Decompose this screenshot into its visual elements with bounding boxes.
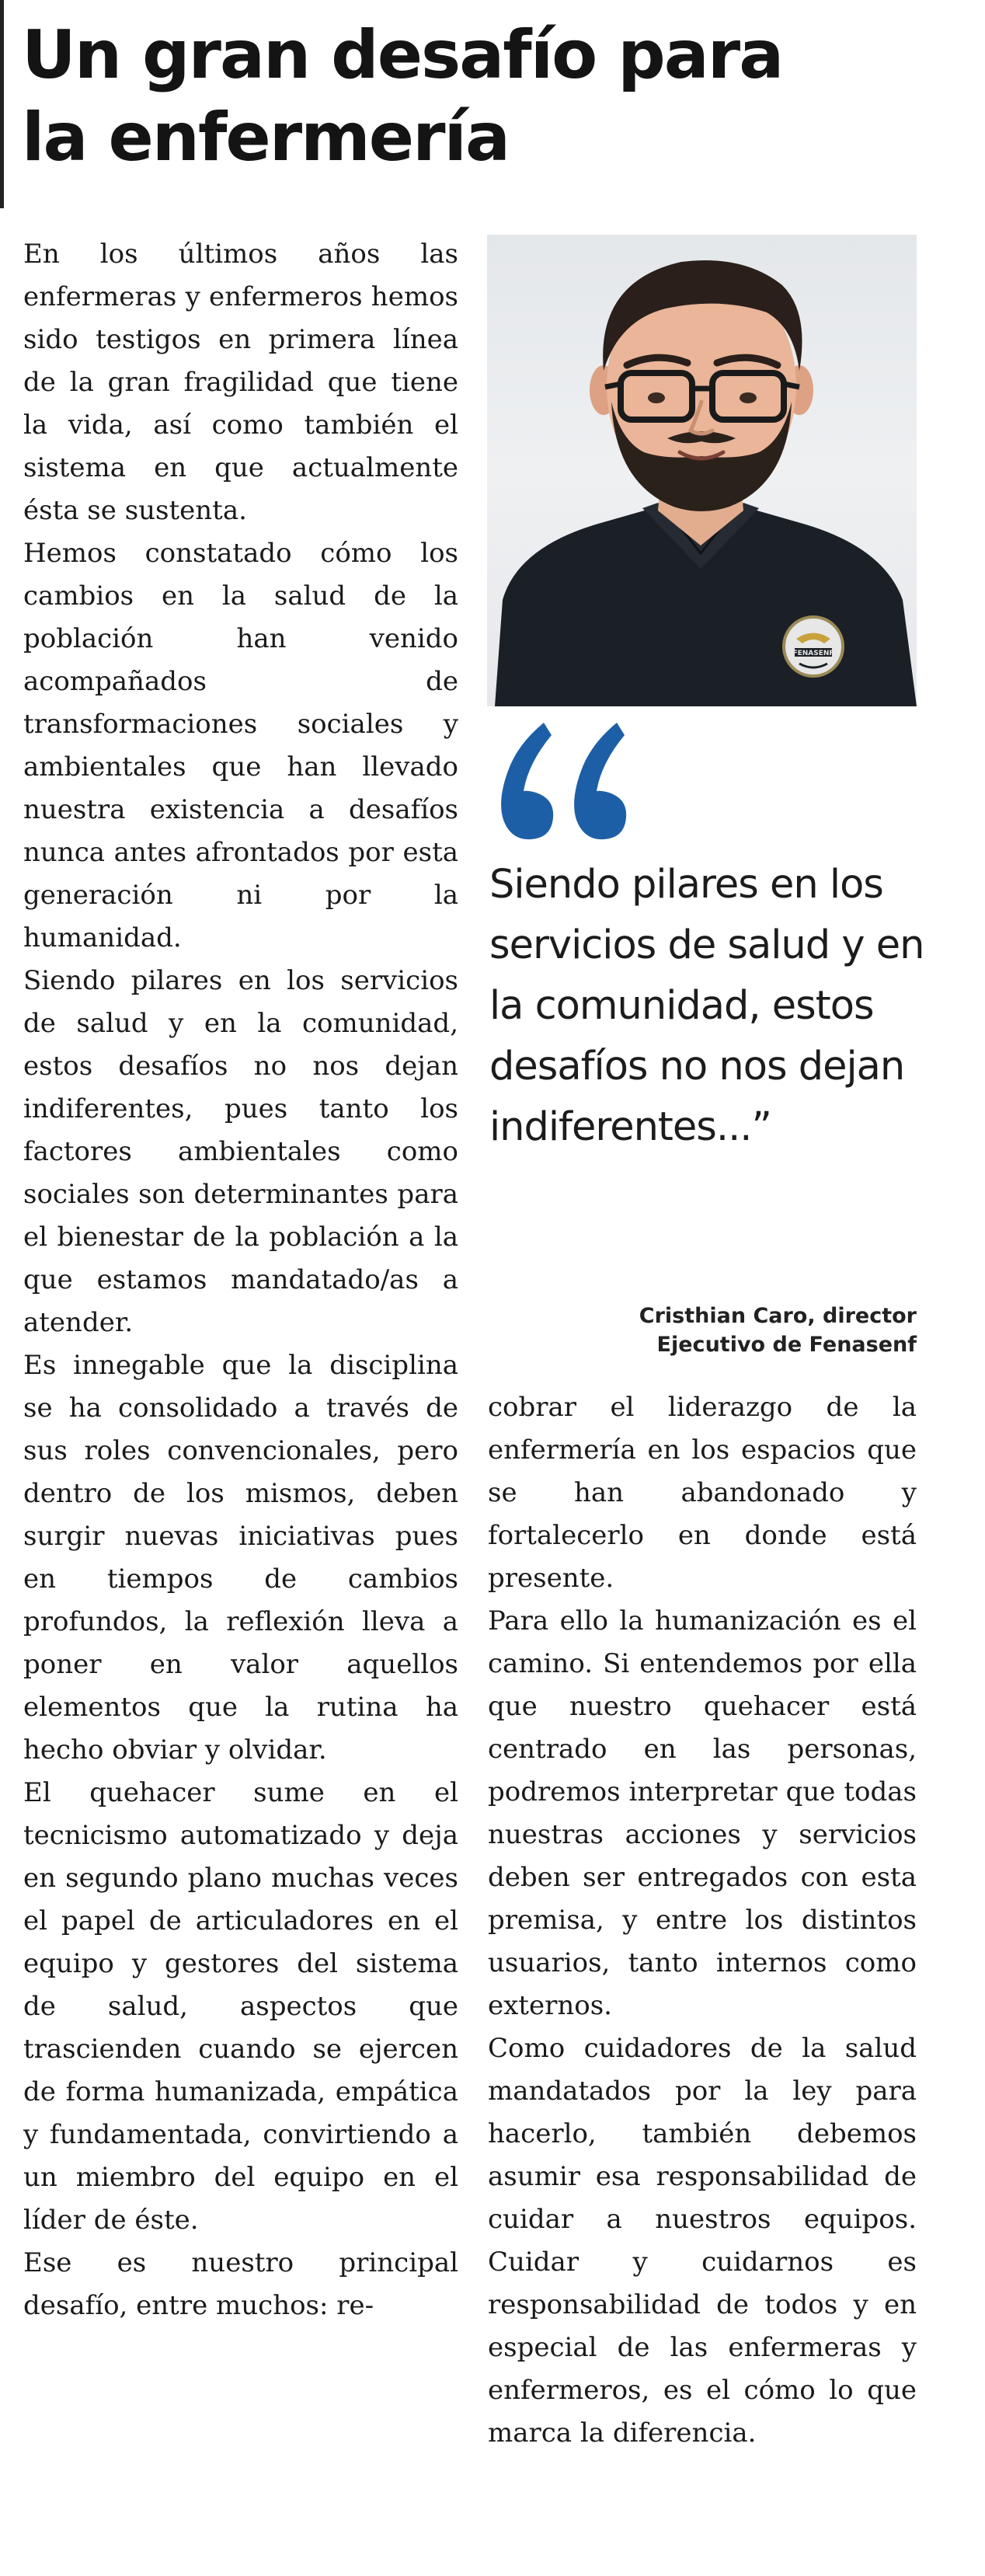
quote-attribution (497, 1302, 917, 1359)
paragraph: El quehacer sume en el tecnicismo automatizado y deja en segundo plano muchas veces el papel de articuladores en el equipo y gestores del sistema de salud, aspectos que trascienden cuando se ejercen de forma humanizada, empática y fundamentada, convirtiendo a un miembro del equipo en el líder de éste. (23, 1777, 458, 2236)
pull-quote: Siendo pilares en los servicios de salud y en la comunidad, estos desafíos no nos dejan indiferentes...” (489, 862, 924, 1150)
attribution-role: Ejecutivo de Fenasenf (656, 1333, 917, 1357)
fenasenf-logo-icon (784, 617, 843, 676)
author-photo (487, 235, 917, 706)
portrait-illustration (487, 235, 917, 706)
paragraph: cobrar el liderazgo de la enfermería en los espacios que se han abandonado y fortalecerlo en donde está presente. (488, 1392, 917, 1594)
headline (22, 14, 969, 179)
paragraph: En los últimos años las enfermeras y enfermeros hemos sido testigos en primera línea de la gran fragilidad que tiene la vida, así como también el sistema en que actualmente ésta se sustenta. (23, 239, 458, 526)
article-right-column (488, 1386, 917, 2455)
open-quote-icon (488, 715, 643, 847)
headline-line-1: Un gran desafío para (22, 16, 783, 94)
headline-line-2: la enfermería (22, 99, 510, 176)
column-rule (0, 0, 4, 208)
attribution-name: Cristhian Caro, director (639, 1304, 917, 1328)
paragraph: Para ello la humanización es el camino. Si entendemos por ella que nuestro quehacer está centrado en las personas, podremos interpretar que todas nuestras acciones y servicios deben ser entregados con esta premisa, y entre los distintos usuarios, tanto internos como externos. (488, 1605, 917, 2021)
paragraph: Siendo pilares en los servicios de salud y en la comunidad, estos desafíos no nos dejan indiferentes, pues tanto los factores ambientales como sociales son determinantes para el bienestar de la población a la que estamos mandatado/as a atender. (23, 965, 458, 1338)
logo-text: FENASENF (792, 650, 834, 657)
article-left-column (23, 233, 458, 2327)
paragraph: Hemos constatado cómo los cambios en la salud de la población han venido acompañados de transformaciones sociales y ambientales que han llevado nuestra existencia a desafíos nunca antes afrontados por esta generación ni por la humanidad. (23, 538, 458, 953)
paragraph: Es innegable que la disciplina se ha consolidado a través de sus roles convencionales, pero dentro de los mismos, deben surgir nuevas iniciativas pues en tiempos de cambios profundos, la reflexión lleva a poner en valor aquellos elementos que la rutina ha hecho obviar y olvidar. (23, 1350, 458, 1766)
paragraph: Como cuidadores de la salud mandatados por la ley para hacerlo, también debemos asumir esa responsabilidad de cuidar a nuestros equipos. Cuidar y cuidarnos es responsabilidad de todos y en especial de las enfermeras y enfermeros, es el cómo lo que marca la diferencia. (488, 2033, 917, 2449)
paragraph: Ese es nuestro principal desafío, entre muchos: re- (23, 2247, 458, 2321)
